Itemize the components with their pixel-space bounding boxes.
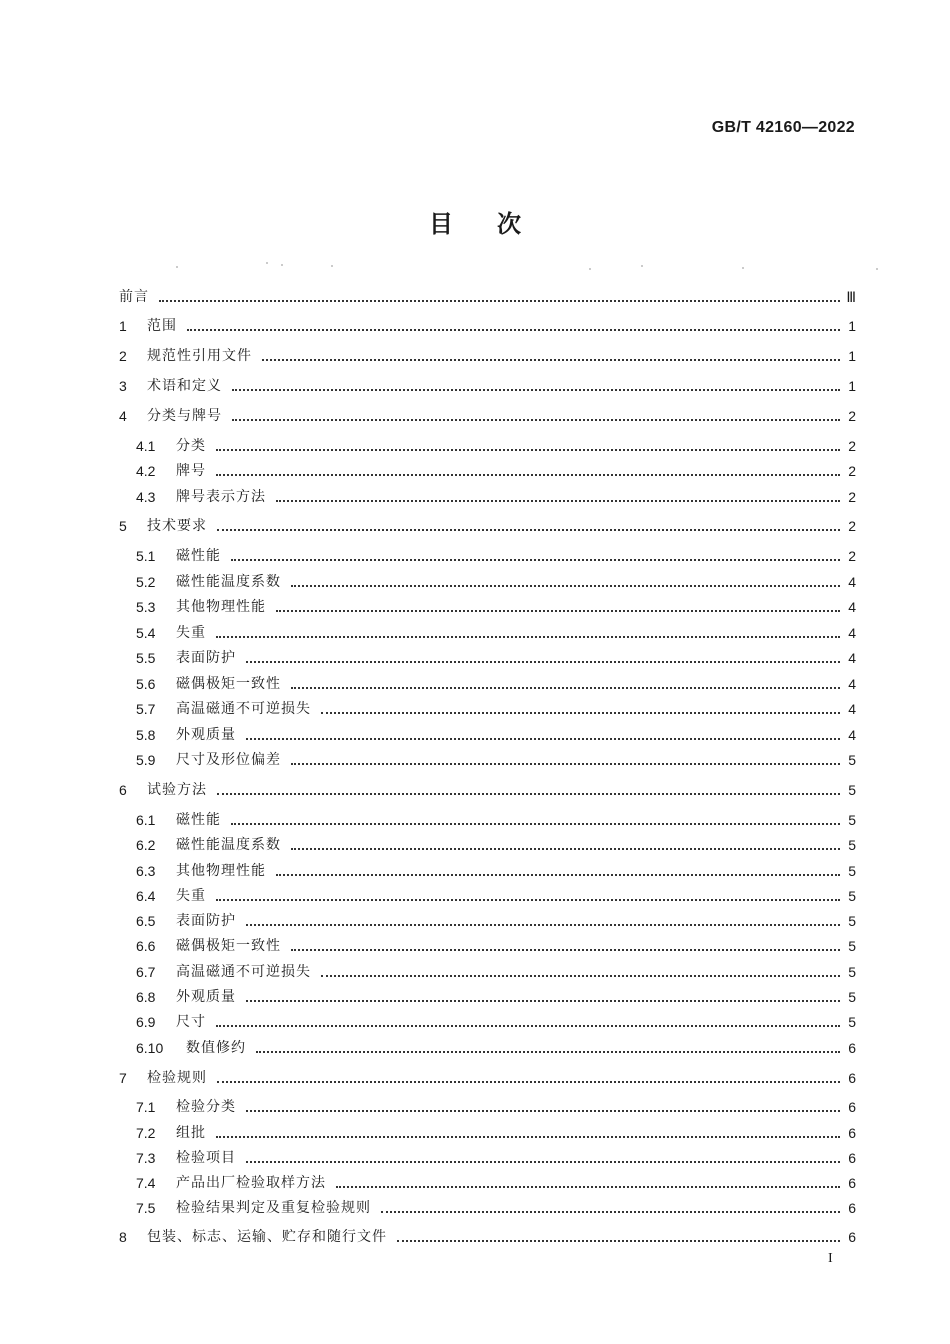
- toc-entry-number: 5.4: [136, 625, 156, 641]
- toc-entry-number: 5.3: [136, 599, 156, 615]
- toc-entry-number: 5.8: [136, 727, 156, 743]
- toc-dot-leader: [246, 1161, 840, 1163]
- toc-entry-label: 磁性能温度系数: [176, 837, 281, 853]
- toc-entry-number: 8: [119, 1229, 127, 1245]
- toc-entry-page: 4: [848, 574, 856, 590]
- toc-entry-page: 2: [848, 438, 856, 454]
- toc-dot-leader: [246, 1110, 840, 1112]
- toc-entry-label: 数值修约: [186, 1040, 246, 1056]
- toc-entry-number: 6.6: [136, 938, 156, 954]
- toc-entry[interactable]: [116, 724, 856, 746]
- toc-entry-number: 6.1: [136, 812, 156, 828]
- toc-entry-number: 6.10: [136, 1040, 164, 1056]
- toc-entry-page: 2: [848, 489, 856, 505]
- toc-entry-number: 5.6: [136, 676, 156, 692]
- toc-dot-leader: [216, 1136, 840, 1138]
- toc-dot-leader: [256, 1051, 840, 1053]
- toc-entry-number: 1: [119, 318, 127, 334]
- toc-dot-leader: [217, 793, 840, 795]
- toc-entry-number: 6.3: [136, 863, 156, 879]
- toc-entry-number: 5: [119, 518, 127, 534]
- toc-dot-leader: [216, 449, 840, 451]
- toc-entry[interactable]: [116, 779, 856, 801]
- toc-entry-page: 5: [848, 863, 856, 879]
- toc-entry-page: 6: [848, 1099, 856, 1115]
- toc-dot-leader: [276, 610, 840, 612]
- toc-dot-leader: [291, 848, 840, 850]
- toc-entry-number: 6.9: [136, 1014, 156, 1030]
- toc-entry-page: 5: [848, 989, 856, 1005]
- toc-entry-page: 5: [848, 964, 856, 980]
- toc-entry-label: 检验规则: [147, 1070, 207, 1086]
- toc-entry[interactable]: [116, 860, 856, 882]
- toc-entry-label: 牌号表示方法: [176, 489, 266, 505]
- toc-entry-page: 5: [848, 837, 856, 853]
- toc-entry[interactable]: [116, 647, 856, 669]
- toc-entry-label: 分类与牌号: [147, 408, 222, 424]
- toc-entry-page: 6: [848, 1125, 856, 1141]
- toc-entry[interactable]: [116, 1122, 856, 1144]
- toc-dot-leader: [216, 1025, 840, 1027]
- toc-entry-number: 5.9: [136, 752, 156, 768]
- toc-entry-label: 磁性能: [176, 548, 221, 564]
- toc-entry-page: 6: [848, 1150, 856, 1166]
- toc-entry[interactable]: [116, 286, 856, 308]
- toc-entry[interactable]: [116, 961, 856, 983]
- toc-dot-leader: [276, 874, 840, 876]
- toc-entry-label: 表面防护: [176, 913, 236, 929]
- toc-entry-label: 前言: [119, 289, 149, 305]
- toc-entry-number: 5.5: [136, 650, 156, 666]
- toc-entry-label: 组批: [176, 1125, 206, 1141]
- toc-dot-leader: [397, 1240, 840, 1242]
- toc-entry-label: 高温磁通不可逆损失: [176, 964, 311, 980]
- toc-entry[interactable]: [116, 622, 856, 644]
- toc-dot-leader: [232, 389, 840, 391]
- toc-entry-label: 其他物理性能: [176, 599, 266, 615]
- toc-entry-page: 4: [848, 701, 856, 717]
- toc-entry-label: 规范性引用文件: [147, 348, 252, 364]
- toc-entry[interactable]: [116, 673, 856, 695]
- toc-entry-page: 4: [848, 599, 856, 615]
- toc-entry-label: 试验方法: [147, 782, 207, 798]
- toc-dot-leader: [217, 1081, 840, 1083]
- toc-entry[interactable]: [116, 515, 856, 537]
- toc-entry-page: 2: [848, 408, 856, 424]
- toc-dot-leader: [291, 687, 840, 689]
- toc-entry-label: 磁性能: [176, 812, 221, 828]
- toc-entry-number: 7: [119, 1070, 127, 1086]
- toc-entry-number: 7.2: [136, 1125, 156, 1141]
- toc-entry[interactable]: [116, 809, 856, 831]
- toc-entry-label: 失重: [176, 888, 206, 904]
- toc-dot-leader: [231, 559, 840, 561]
- toc-entry[interactable]: [116, 1226, 856, 1248]
- toc-entry-label: 磁偶极矩一致性: [176, 938, 281, 954]
- toc-entry-number: 6.5: [136, 913, 156, 929]
- toc-dot-leader: [187, 329, 840, 331]
- toc-entry-number: 4.1: [136, 438, 156, 454]
- toc-dot-leader: [246, 1000, 840, 1002]
- toc-entry[interactable]: [116, 1172, 856, 1194]
- toc-entry[interactable]: [116, 486, 856, 508]
- toc-entry[interactable]: [116, 910, 856, 932]
- toc-entry[interactable]: [116, 375, 856, 397]
- toc-dot-leader: [321, 975, 840, 977]
- toc-entry-number: 6: [119, 782, 127, 798]
- toc-entry-number: 7.1: [136, 1099, 156, 1115]
- toc-dot-leader: [216, 636, 840, 638]
- toc-dot-leader: [291, 763, 840, 765]
- toc-entry-page: 1: [848, 378, 856, 394]
- toc-entry-page: 5: [848, 888, 856, 904]
- toc-entry[interactable]: [116, 345, 856, 367]
- toc-entry-label: 磁偶极矩一致性: [176, 676, 281, 692]
- toc-entry[interactable]: [116, 315, 856, 337]
- toc-dot-leader: [262, 359, 840, 361]
- toc-entry-label: 技术要求: [147, 518, 207, 534]
- toc-dot-leader: [291, 949, 840, 951]
- toc-dot-leader: [216, 474, 840, 476]
- page-folio: I: [828, 1251, 833, 1266]
- toc-dot-leader: [336, 1186, 840, 1188]
- toc-entry-number: 2: [119, 348, 127, 364]
- toc-entry[interactable]: [116, 435, 856, 457]
- toc-dot-leader: [246, 924, 840, 926]
- toc-entry[interactable]: [116, 986, 856, 1008]
- toc-entry-page: 2: [848, 518, 856, 534]
- standard-number: GB/T 42160—2022: [711, 119, 855, 136]
- toc-entry-page: 6: [848, 1040, 856, 1056]
- toc-entry-number: 6.7: [136, 964, 156, 980]
- toc-entry-label: 术语和定义: [147, 378, 222, 394]
- toc-entry-label: 失重: [176, 625, 206, 641]
- toc-entry[interactable]: [116, 460, 856, 482]
- toc-entry-page: 2: [848, 548, 856, 564]
- toc-dot-leader: [246, 738, 840, 740]
- toc-entry-page: 6: [848, 1070, 856, 1086]
- toc-entry-label: 磁性能温度系数: [176, 574, 281, 590]
- toc-entry[interactable]: [116, 596, 856, 618]
- toc-entry-label: 范围: [147, 318, 177, 334]
- toc-dot-leader: [232, 419, 840, 421]
- toc-entry-label: 产品出厂检验取样方法: [176, 1175, 326, 1191]
- toc-entry-page: 5: [848, 938, 856, 954]
- toc-entry-label: 外观质量: [176, 989, 236, 1005]
- toc-entry[interactable]: [116, 1096, 856, 1118]
- toc-entry[interactable]: [116, 1037, 856, 1059]
- toc-entry-label: 高温磁通不可逆损失: [176, 701, 311, 717]
- toc-entry-label: 表面防护: [176, 650, 236, 666]
- toc-entry-number: 4.2: [136, 463, 156, 479]
- toc-entry-label: 检验分类: [176, 1099, 236, 1115]
- toc-entry-number: 5.7: [136, 701, 156, 717]
- toc-dot-leader: [159, 300, 840, 302]
- toc-entry-number: 7.3: [136, 1150, 156, 1166]
- toc-entry-page: 4: [848, 727, 856, 743]
- toc-dot-leader: [381, 1211, 840, 1213]
- toc-entry-page: 2: [848, 463, 856, 479]
- toc-entry-page: 4: [848, 650, 856, 666]
- toc-entry-label: 外观质量: [176, 727, 236, 743]
- toc-entry-number: 5.1: [136, 548, 156, 564]
- toc-entry-number: 7.4: [136, 1175, 156, 1191]
- toc-entry-label: 包装、标志、运输、贮存和随行文件: [147, 1229, 387, 1245]
- toc-entry-number: 6.8: [136, 989, 156, 1005]
- toc-entry-label: 牌号: [176, 463, 206, 479]
- toc-entry[interactable]: [116, 1197, 856, 1219]
- toc-entry-label: 检验项目: [176, 1150, 236, 1166]
- toc-entry[interactable]: [116, 1067, 856, 1089]
- toc-entry[interactable]: [116, 885, 856, 907]
- toc-entry-label: 其他物理性能: [176, 863, 266, 879]
- toc-entry-number: 4.3: [136, 489, 156, 505]
- toc-entry-number: 6.2: [136, 837, 156, 853]
- toc-entry-number: 3: [119, 378, 127, 394]
- toc-entry-page: 1: [848, 348, 856, 364]
- toc-dot-leader: [231, 823, 840, 825]
- toc-entry[interactable]: [116, 571, 856, 593]
- toc-entry[interactable]: [116, 1011, 856, 1033]
- toc-entry-page: 4: [848, 625, 856, 641]
- toc-entry-label: 尺寸及形位偏差: [176, 752, 281, 768]
- toc-entry-label: 检验结果判定及重复检验规则: [176, 1200, 371, 1216]
- toc-entry-label: 分类: [176, 438, 206, 454]
- toc-entry-page: Ⅲ: [846, 289, 856, 305]
- toc-entry-label: 尺寸: [176, 1014, 206, 1030]
- toc-entry-number: 7.5: [136, 1200, 156, 1216]
- toc-entry[interactable]: [116, 834, 856, 856]
- toc-entry[interactable]: [116, 1147, 856, 1169]
- toc-entry-page: 5: [848, 812, 856, 828]
- toc-entry[interactable]: [116, 405, 856, 427]
- toc-entry-page: 1: [848, 318, 856, 334]
- toc-dot-leader: [291, 585, 840, 587]
- toc-entry-page: 6: [848, 1200, 856, 1216]
- toc-entry-page: 6: [848, 1175, 856, 1191]
- toc-entry-number: 4: [119, 408, 127, 424]
- toc-entry-page: 4: [848, 676, 856, 692]
- toc-entry-number: 5.2: [136, 574, 156, 590]
- toc-dot-leader: [216, 899, 840, 901]
- toc-entry[interactable]: [116, 545, 856, 567]
- toc-entry[interactable]: [116, 698, 856, 720]
- toc-entry[interactable]: [116, 935, 856, 957]
- toc-entry-page: 5: [848, 1014, 856, 1030]
- toc-dot-leader: [321, 712, 840, 714]
- toc-entry-page: 5: [848, 913, 856, 929]
- toc-dot-leader: [217, 529, 840, 531]
- toc-entry-number: 6.4: [136, 888, 156, 904]
- page-title: 目次: [429, 210, 565, 238]
- toc-dot-leader: [276, 500, 840, 502]
- toc-entry-page: 6: [848, 1229, 856, 1245]
- toc-entry-page: 5: [848, 782, 856, 798]
- toc-entry[interactable]: [116, 749, 856, 771]
- toc-dot-leader: [246, 661, 840, 663]
- toc-entry-page: 5: [848, 752, 856, 768]
